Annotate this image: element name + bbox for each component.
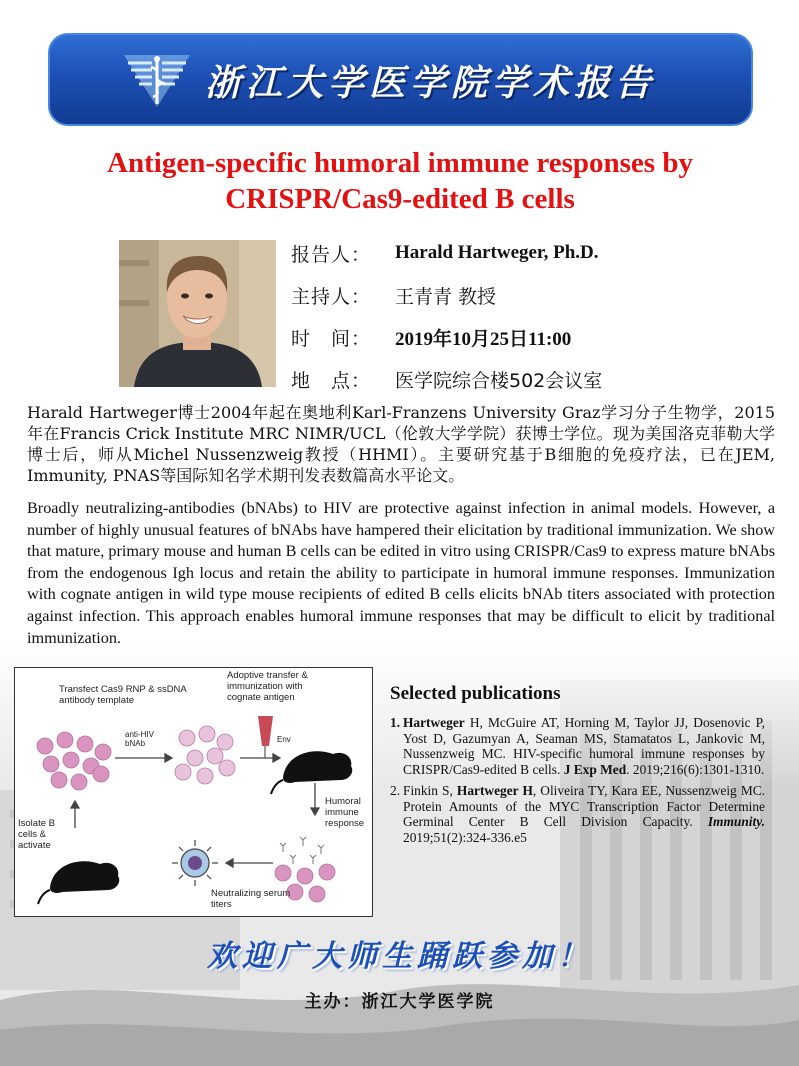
time-value: 2019年10月25日11:00 bbox=[395, 328, 572, 350]
publication-text bbox=[403, 715, 765, 777]
host-label: 主持人： bbox=[291, 285, 372, 308]
time-label: 时 间： bbox=[291, 327, 372, 350]
publication-item bbox=[390, 783, 765, 845]
figure-label-env: Env bbox=[277, 735, 291, 744]
location-row bbox=[291, 358, 602, 400]
speaker-label: 报告人： bbox=[291, 243, 372, 266]
publication-journal: J Exp Med bbox=[563, 761, 627, 777]
publication-author-bold: Hartweger H bbox=[456, 783, 533, 798]
publication-citation: H, McGuire AT, Horning M, Taylor JJ, Dosenovic P, Yost D, Gazumyan A, Seaman MS, Stamatatos L, Jankovic M, Nussenzweig MC. HIV-specific humoral immune responses by CRISPR/Cas9-edited B cells. bbox=[403, 715, 765, 777]
publication-tail: 2019;51(2):324-336.e5 bbox=[403, 829, 527, 845]
publication-number: 2. bbox=[390, 783, 401, 798]
publication-number: 1. bbox=[390, 715, 401, 730]
speaker-photo bbox=[119, 240, 276, 387]
speaker-bio-chinese: Harald Hartweger博士2004年起在奥地利Karl-Franzens University Graz学习分子生物学，2015年在Francis Crick Institute MRC NIMR/UCL（伦敦大学学院）获博士学位。现为美国洛克菲勒大学博士后，师从Michel Nussenzweig教授（HHMI）。主要研究基于B细胞的免疫疗法，已在JEM, Immunity, PNAS等国际知名学术期刊发表数篇高水平论文。 bbox=[27, 403, 775, 485]
publication-citation: , Oliveira TY, Kara EE, Nussenzweig MC. Protein Amounts of the MYC Transcription Factor Determine Germinal Center B Cell Division Capacity. bbox=[403, 783, 766, 829]
publication-author-bold: Hartweger bbox=[403, 715, 465, 730]
location-value: 医学院综合楼502会议室 bbox=[395, 369, 603, 392]
talk-info bbox=[291, 232, 602, 400]
location-label: 地 点： bbox=[291, 369, 372, 392]
figure-label-neutralizing: Neutralizing serum titers bbox=[211, 888, 291, 910]
welcome-slogan: 欢迎广大师生踊跃参加！ bbox=[207, 939, 592, 974]
host-name: 王青青 教授 bbox=[395, 285, 497, 308]
figure-label-transfect: Transfect Cas9 RNP & ssDNA antibody template bbox=[59, 684, 187, 706]
host-organization: 主办：浙江大学医学院 bbox=[304, 992, 495, 1012]
time-row bbox=[291, 316, 602, 358]
schematic-figure bbox=[14, 667, 373, 917]
host-row bbox=[291, 274, 602, 316]
figure-label-anti-hiv: anti-HIV bNAb bbox=[125, 730, 154, 748]
publication-item bbox=[390, 715, 765, 777]
talk-title bbox=[40, 145, 760, 217]
talk-title-line2: CRISPR/Cas9-edited B cells bbox=[225, 183, 575, 215]
figure-label-isolate: Isolate B cells & activate bbox=[18, 818, 55, 851]
publication-tail: . 2019;216(6):1301-1310. bbox=[626, 761, 765, 777]
figure-label-adoptive: Adoptive transfer & immunization with cognate antigen bbox=[227, 670, 308, 703]
selected-publications bbox=[390, 683, 765, 851]
speaker-name: Harald Hartweger, Ph.D. bbox=[395, 242, 599, 263]
publications-title: Selected publications bbox=[390, 683, 561, 704]
publication-journal: Immunity. bbox=[707, 814, 765, 829]
header-title: 浙江大学医学院学术报告 bbox=[205, 63, 657, 104]
talk-abstract: Broadly neutralizing-antibodies (bNAbs) to HIV are protective against infection in animal models. However, a number of highly unusual features of bNAbs have hampered their elicitation by traditional immunization. We show that mature, primary mouse and human B cells can be edited in vitro using CRISPR/Cas9 to express mature bNAbs from the endogenous Igh locus and retain the ability to participate in humoral immune responses. Immunization with cognate antigen in wild type mouse recipients of edited B cells elicits bNAb titers associated with protection against infection. This approach enables humoral immune responses that may be difficult to elicit by traditional immunization. bbox=[27, 499, 775, 647]
medical-school-logo bbox=[122, 49, 192, 111]
publication-text bbox=[403, 783, 765, 845]
publication-lead: Finkin S, bbox=[403, 783, 457, 798]
speaker-row bbox=[291, 232, 602, 274]
figure-label-humoral: Humoral immune response bbox=[325, 796, 365, 829]
talk-title-line1: Antigen-specific humoral immune responses by bbox=[107, 147, 693, 179]
header-banner bbox=[48, 33, 753, 126]
